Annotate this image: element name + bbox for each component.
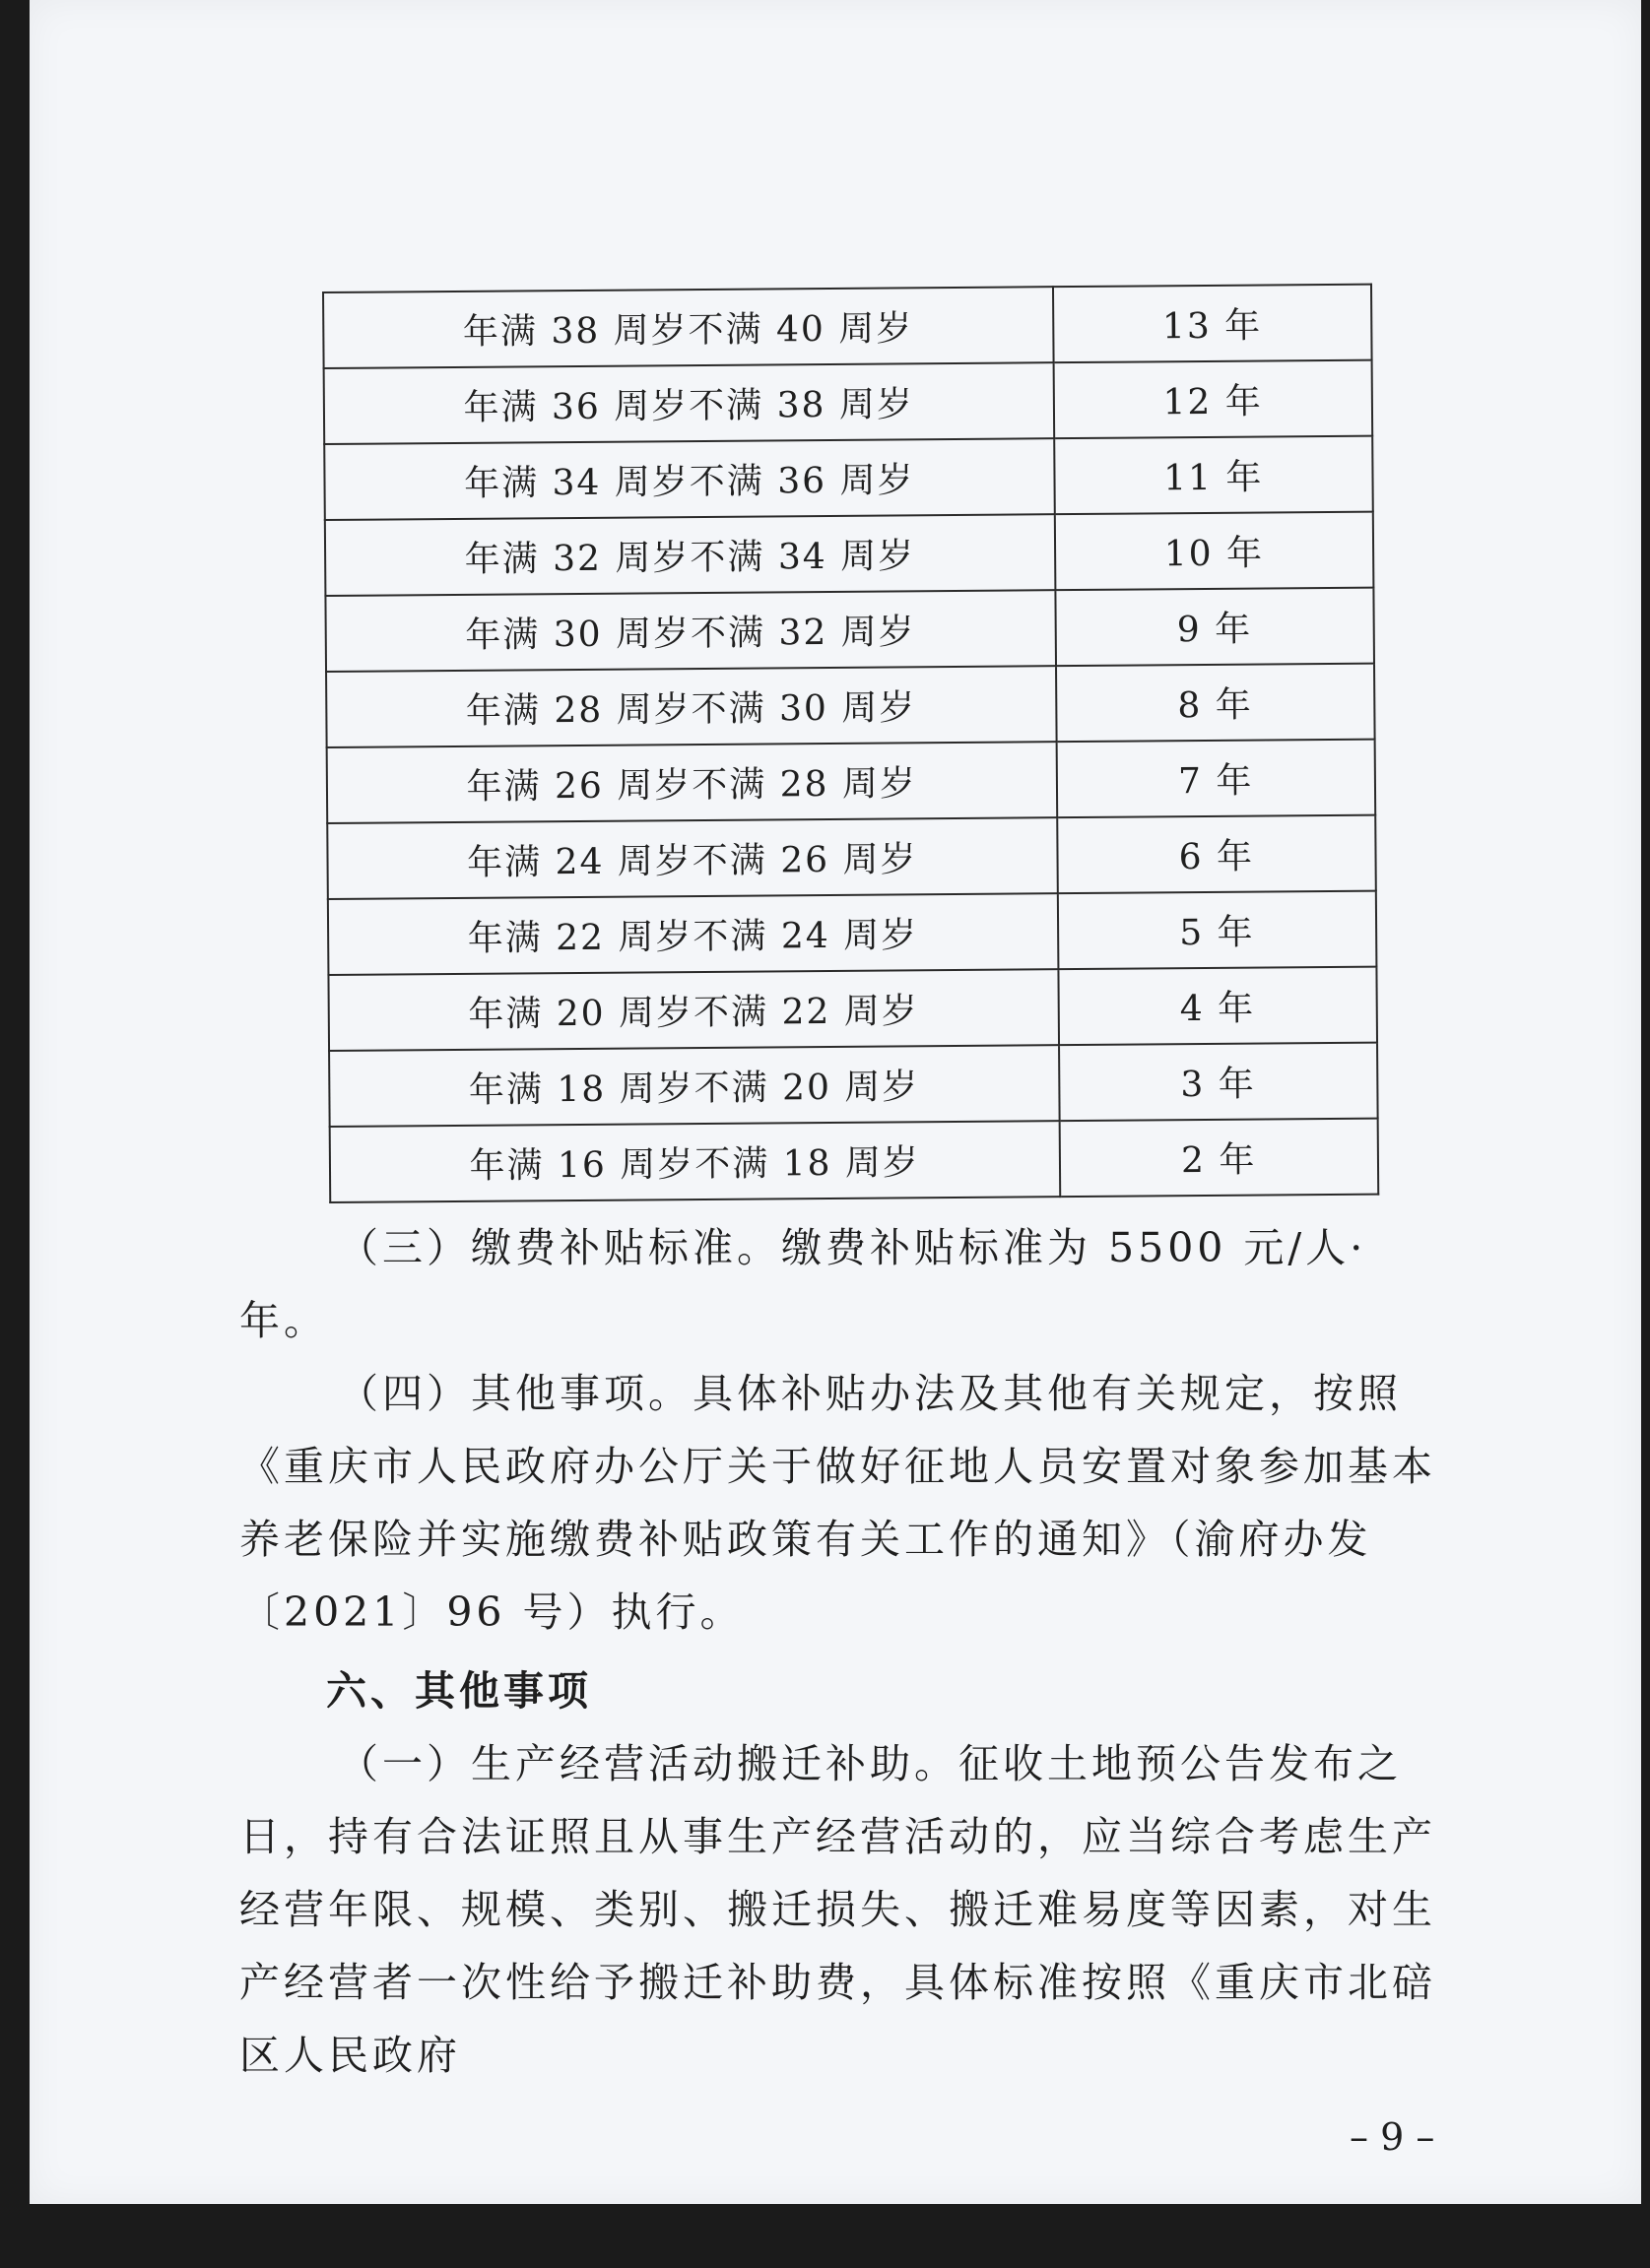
age-range-cell: 年满 28 周岁不满 30 周岁: [326, 666, 1056, 747]
age-range-cell: 年满 30 周岁不满 32 周岁: [325, 590, 1055, 672]
age-range-cell: 年满 38 周岁不满 40 周岁: [323, 287, 1053, 368]
age-range-cell: 年满 18 周岁不满 20 周岁: [329, 1045, 1059, 1127]
table-row: [327, 815, 1376, 899]
years-cell: 9 年: [1055, 588, 1374, 667]
table-row: [324, 436, 1373, 520]
paragraph-relocation-subsidy: （一）生产经营活动搬迁补助。征收土地预公告发布之日，持有合法证照且从事生产经营活动的，应当综合考虑生产经营年限、规模、类别、搬迁损失、搬迁难易度等因素，对生产经营者一次性给予搬迁补助费，具体标准按照《重庆市北碚区人民政府: [239, 1740, 1436, 2079]
age-range-cell: 年满 20 周岁不满 22 周岁: [328, 969, 1058, 1051]
paragraph-other-matters: （四）其他事项。具体补贴办法及其他有关规定，按照《重庆市人民政府办公厅关于做好征地人员安置对象参加基本养老保险并实施缴费补贴政策有关工作的通知》（渝府办发〔2021〕96 号）执行。: [239, 1370, 1436, 1636]
years-cell: 2 年: [1059, 1119, 1378, 1198]
age-range-cell: 年满 36 周岁不满 38 周岁: [324, 362, 1054, 444]
table-row: [327, 740, 1376, 823]
years-cell: 8 年: [1056, 664, 1375, 743]
table-row: [325, 588, 1374, 672]
years-cell: 11 年: [1054, 436, 1373, 515]
years-cell: 3 年: [1059, 1043, 1378, 1122]
years-cell: 7 年: [1056, 740, 1375, 818]
table-row: [325, 512, 1374, 596]
years-cell: 10 年: [1054, 512, 1373, 591]
age-range-cell: 年满 32 周岁不满 34 周岁: [325, 514, 1055, 596]
age-range-cell: 年满 16 周岁不满 18 周岁: [330, 1121, 1060, 1202]
table-row: [328, 891, 1377, 975]
age-years-table: [322, 284, 1379, 1203]
years-cell: 13 年: [1053, 285, 1372, 363]
page-number: – 9 –: [1350, 2115, 1435, 2159]
section-heading: 六、其他事项: [326, 1667, 592, 1715]
age-range-cell: 年满 26 周岁不满 28 周岁: [327, 742, 1057, 823]
table-body: [323, 285, 1378, 1202]
paragraph-subsidy-standard: （三）缴费补贴标准。缴费补贴标准为 5500 元/人·年。: [239, 1224, 1367, 1344]
age-range-cell: 年满 34 周岁不满 36 周岁: [324, 438, 1054, 520]
years-cell: 5 年: [1057, 891, 1376, 970]
years-cell: 12 年: [1053, 360, 1372, 439]
table-row: [328, 967, 1377, 1051]
age-range-cell: 年满 22 周岁不满 24 周岁: [328, 893, 1058, 975]
table-grid: [322, 284, 1379, 1203]
body-text: [239, 1211, 1446, 2092]
table-row: [330, 1119, 1379, 1202]
table-row: [329, 1043, 1378, 1127]
table-row: [326, 664, 1375, 747]
years-cell: 6 年: [1057, 815, 1376, 894]
age-range-cell: 年满 24 周岁不满 26 周岁: [327, 817, 1057, 899]
years-cell: 4 年: [1058, 967, 1377, 1046]
table-row: [323, 285, 1372, 368]
table-row: [324, 360, 1373, 444]
